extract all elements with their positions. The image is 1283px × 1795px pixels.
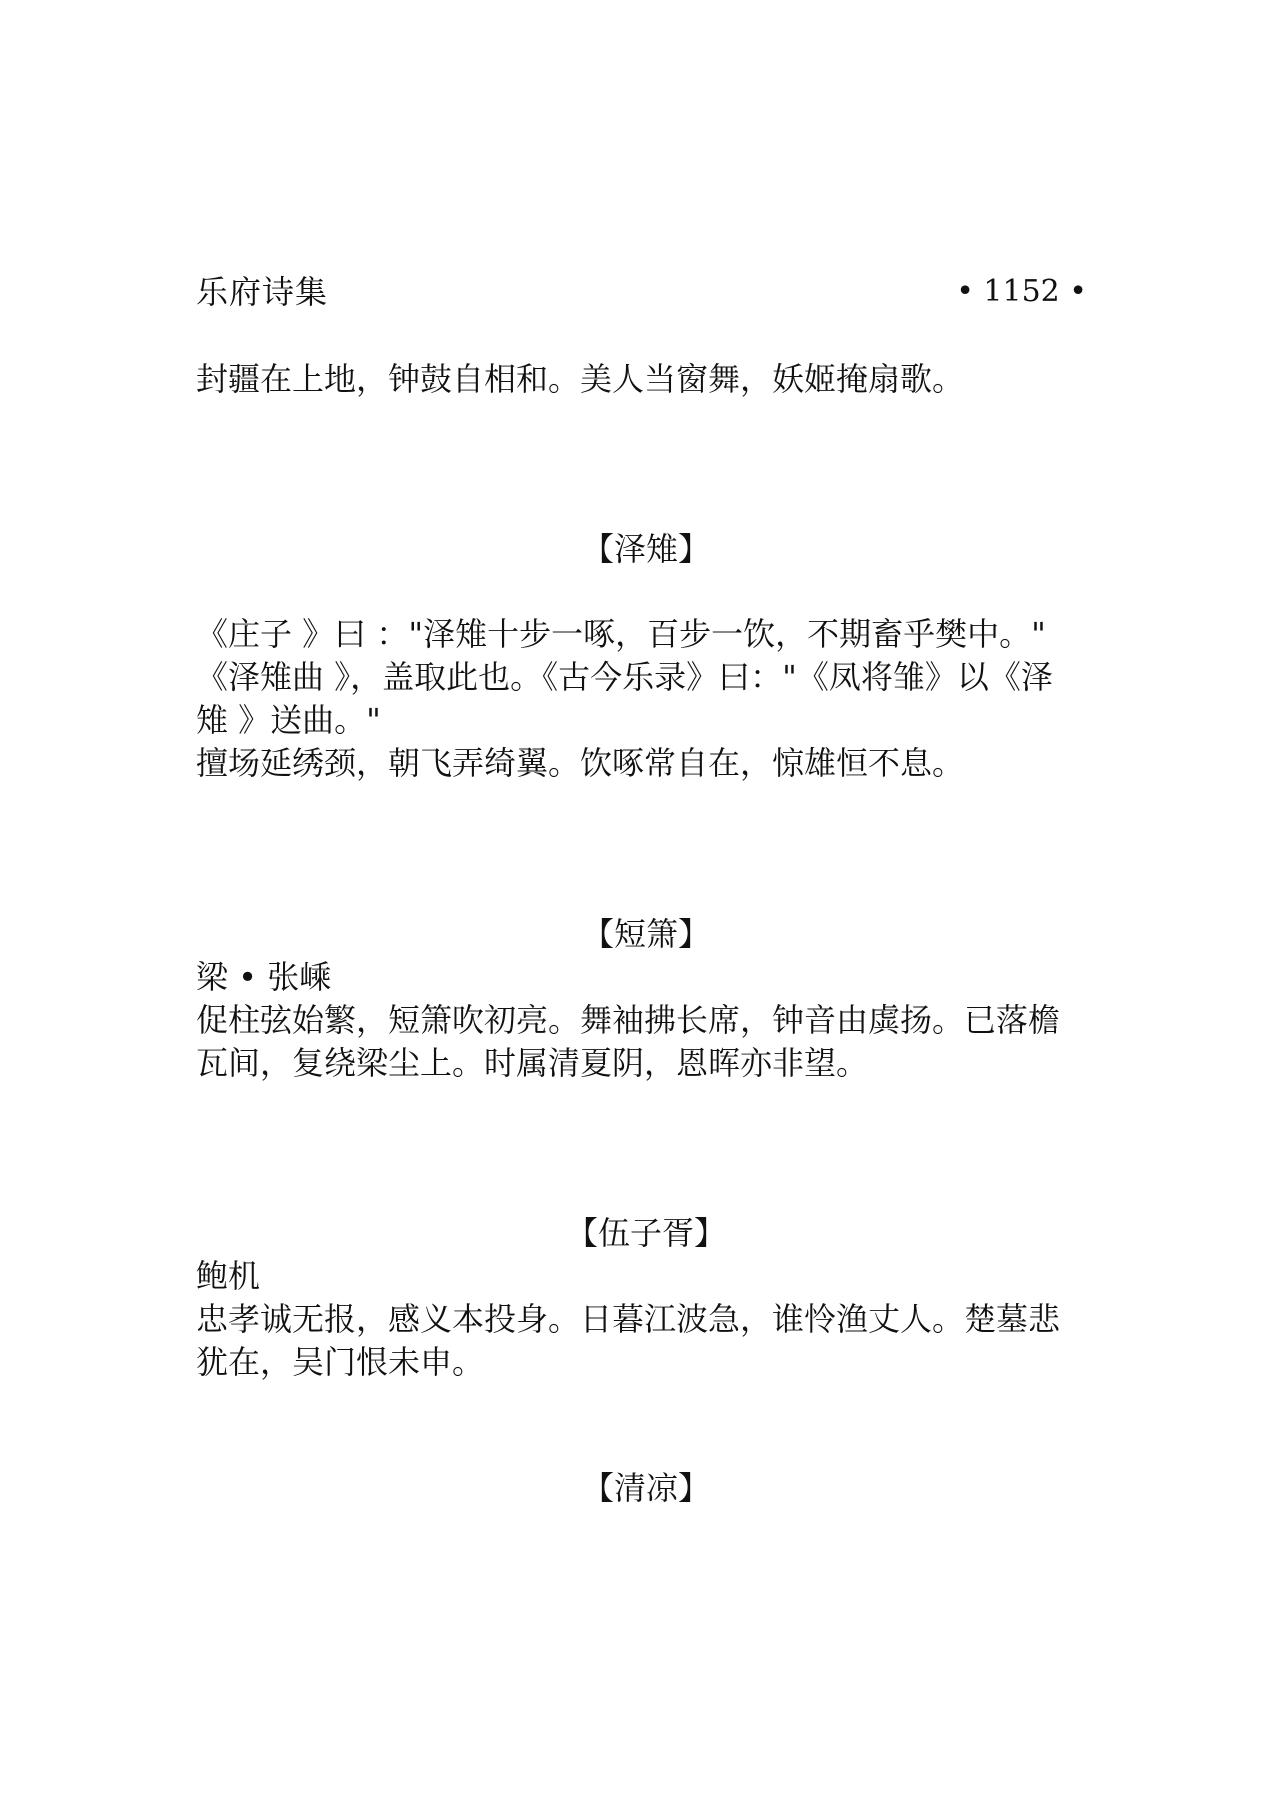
intro-line: 雉 》送曲。" <box>196 701 381 739</box>
intro-line: 《庄子 》曰 ："泽雉十步一啄，百步一饮，不期畜乎樊中。" <box>196 615 1046 653</box>
section-heading-qingliang: 【清凉】 <box>581 1469 710 1507</box>
poem-line: 促柱弦始繁，短箫吹初亮。舞袖拂长席，钟音由虡扬。已落檐 <box>196 1001 1061 1039</box>
poem-line: 擅场延绣颈，朝飞弄绮翼。饮啄常自在，惊雄恒不息。 <box>196 744 965 782</box>
author-line: 梁 • 张嵊 <box>196 958 332 996</box>
poem-line: 犹在，吴门恨未申。 <box>196 1343 485 1381</box>
intro-line: 《泽雉曲 》，盖取此也。《古今乐录》曰："《凤将雏》以《泽 <box>196 658 1053 696</box>
section-heading-duanxiao: 【短箫】 <box>581 915 710 953</box>
section-heading-zezhi: 【泽雉】 <box>581 530 710 568</box>
poem-line: 忠孝诚无报，感义本投身。日暮江波急，谁怜渔丈人。楚墓悲 <box>196 1300 1061 1338</box>
page-number: • 1152 • <box>956 274 1087 309</box>
section-heading-wuzixu: 【伍子胥】 <box>565 1214 726 1252</box>
running-header-title: 乐府诗集 <box>196 273 329 311</box>
poem-line: 瓦间，复绕梁尘上。时属清夏阴，恩晖亦非望。 <box>196 1044 869 1082</box>
poem-line: 封疆在上地，钟鼓自相和。美人当窗舞，妖姬掩扇歌。 <box>196 360 965 398</box>
author-line: 鲍机 <box>196 1257 261 1295</box>
